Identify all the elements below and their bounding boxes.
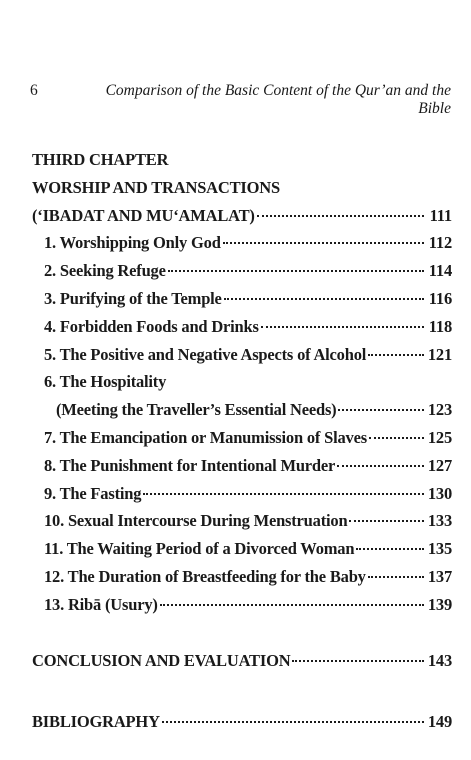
entry-page: 111 — [429, 205, 452, 225]
chapter-subtitle-entry: (‘IBADAT AND MU‘AMALAT) 111 — [32, 202, 452, 230]
toc-entry-9: 9. The Fasting 130 — [44, 483, 452, 503]
chapter-heading: THIRD CHAPTER — [32, 150, 169, 169]
dot-leader — [349, 519, 424, 522]
dot-leader — [223, 241, 424, 244]
dot-leader — [168, 269, 424, 272]
toc-entry-12: 12. The Duration of Breastfeeding for the Baby 137 — [44, 566, 452, 586]
dot-leader — [257, 214, 424, 217]
toc-entry-1: 1. Worshipping Only God 112 — [44, 233, 452, 253]
toc-entry-7: 7. The Emancipation or Manumission of Slaves 125 — [44, 427, 452, 447]
dot-leader — [368, 575, 424, 578]
toc-entry-bibliography: BIBLIOGRAPHY 149 — [32, 712, 452, 732]
toc-entry-10: 10. Sexual Intercourse During Menstruation 133 — [44, 511, 452, 531]
running-header — [30, 82, 451, 118]
toc-entry-3: 3. Purifying of the Temple 116 — [44, 288, 452, 308]
toc-entry-4: 4. Forbidden Foods and Drinks 118 — [44, 316, 452, 336]
dot-leader — [368, 353, 424, 356]
page-number: 6 — [30, 82, 38, 99]
dot-leader — [160, 603, 424, 606]
chapter-title: WORSHIP AND TRANSACTIONS — [32, 177, 280, 197]
table-of-contents — [32, 146, 452, 736]
dot-leader — [261, 325, 424, 328]
dot-leader — [162, 720, 424, 723]
dot-leader — [356, 547, 424, 550]
toc-entry-6-continued: (Meeting the Traveller’s Essential Needs) 123 — [56, 400, 452, 420]
toc-entry-5: 5. The Positive and Negative Aspects of Alcohol 121 — [44, 344, 452, 364]
dot-leader — [224, 297, 424, 300]
dot-leader — [143, 492, 424, 495]
toc-entry-6: 6. The Hospitality — [44, 372, 167, 392]
toc-entry-13: 13. Ribā (Usury) 139 — [44, 594, 452, 614]
dot-leader — [338, 408, 424, 411]
dot-leader — [369, 436, 424, 439]
running-title: Comparison of the Basic Content of the Qur’an and the Bible — [105, 82, 451, 117]
toc-entry-11: 11. The Waiting Period of a Divorced Woman 135 — [44, 539, 452, 559]
dot-leader — [337, 464, 424, 467]
toc-entry-conclusion: CONCLUSION AND EVALUATION 143 — [32, 650, 452, 670]
toc-entry-8: 8. The Punishment for Intentional Murder 127 — [44, 455, 452, 475]
toc-entry-2: 2. Seeking Refuge 114 — [44, 261, 452, 281]
dot-leader — [292, 659, 424, 662]
